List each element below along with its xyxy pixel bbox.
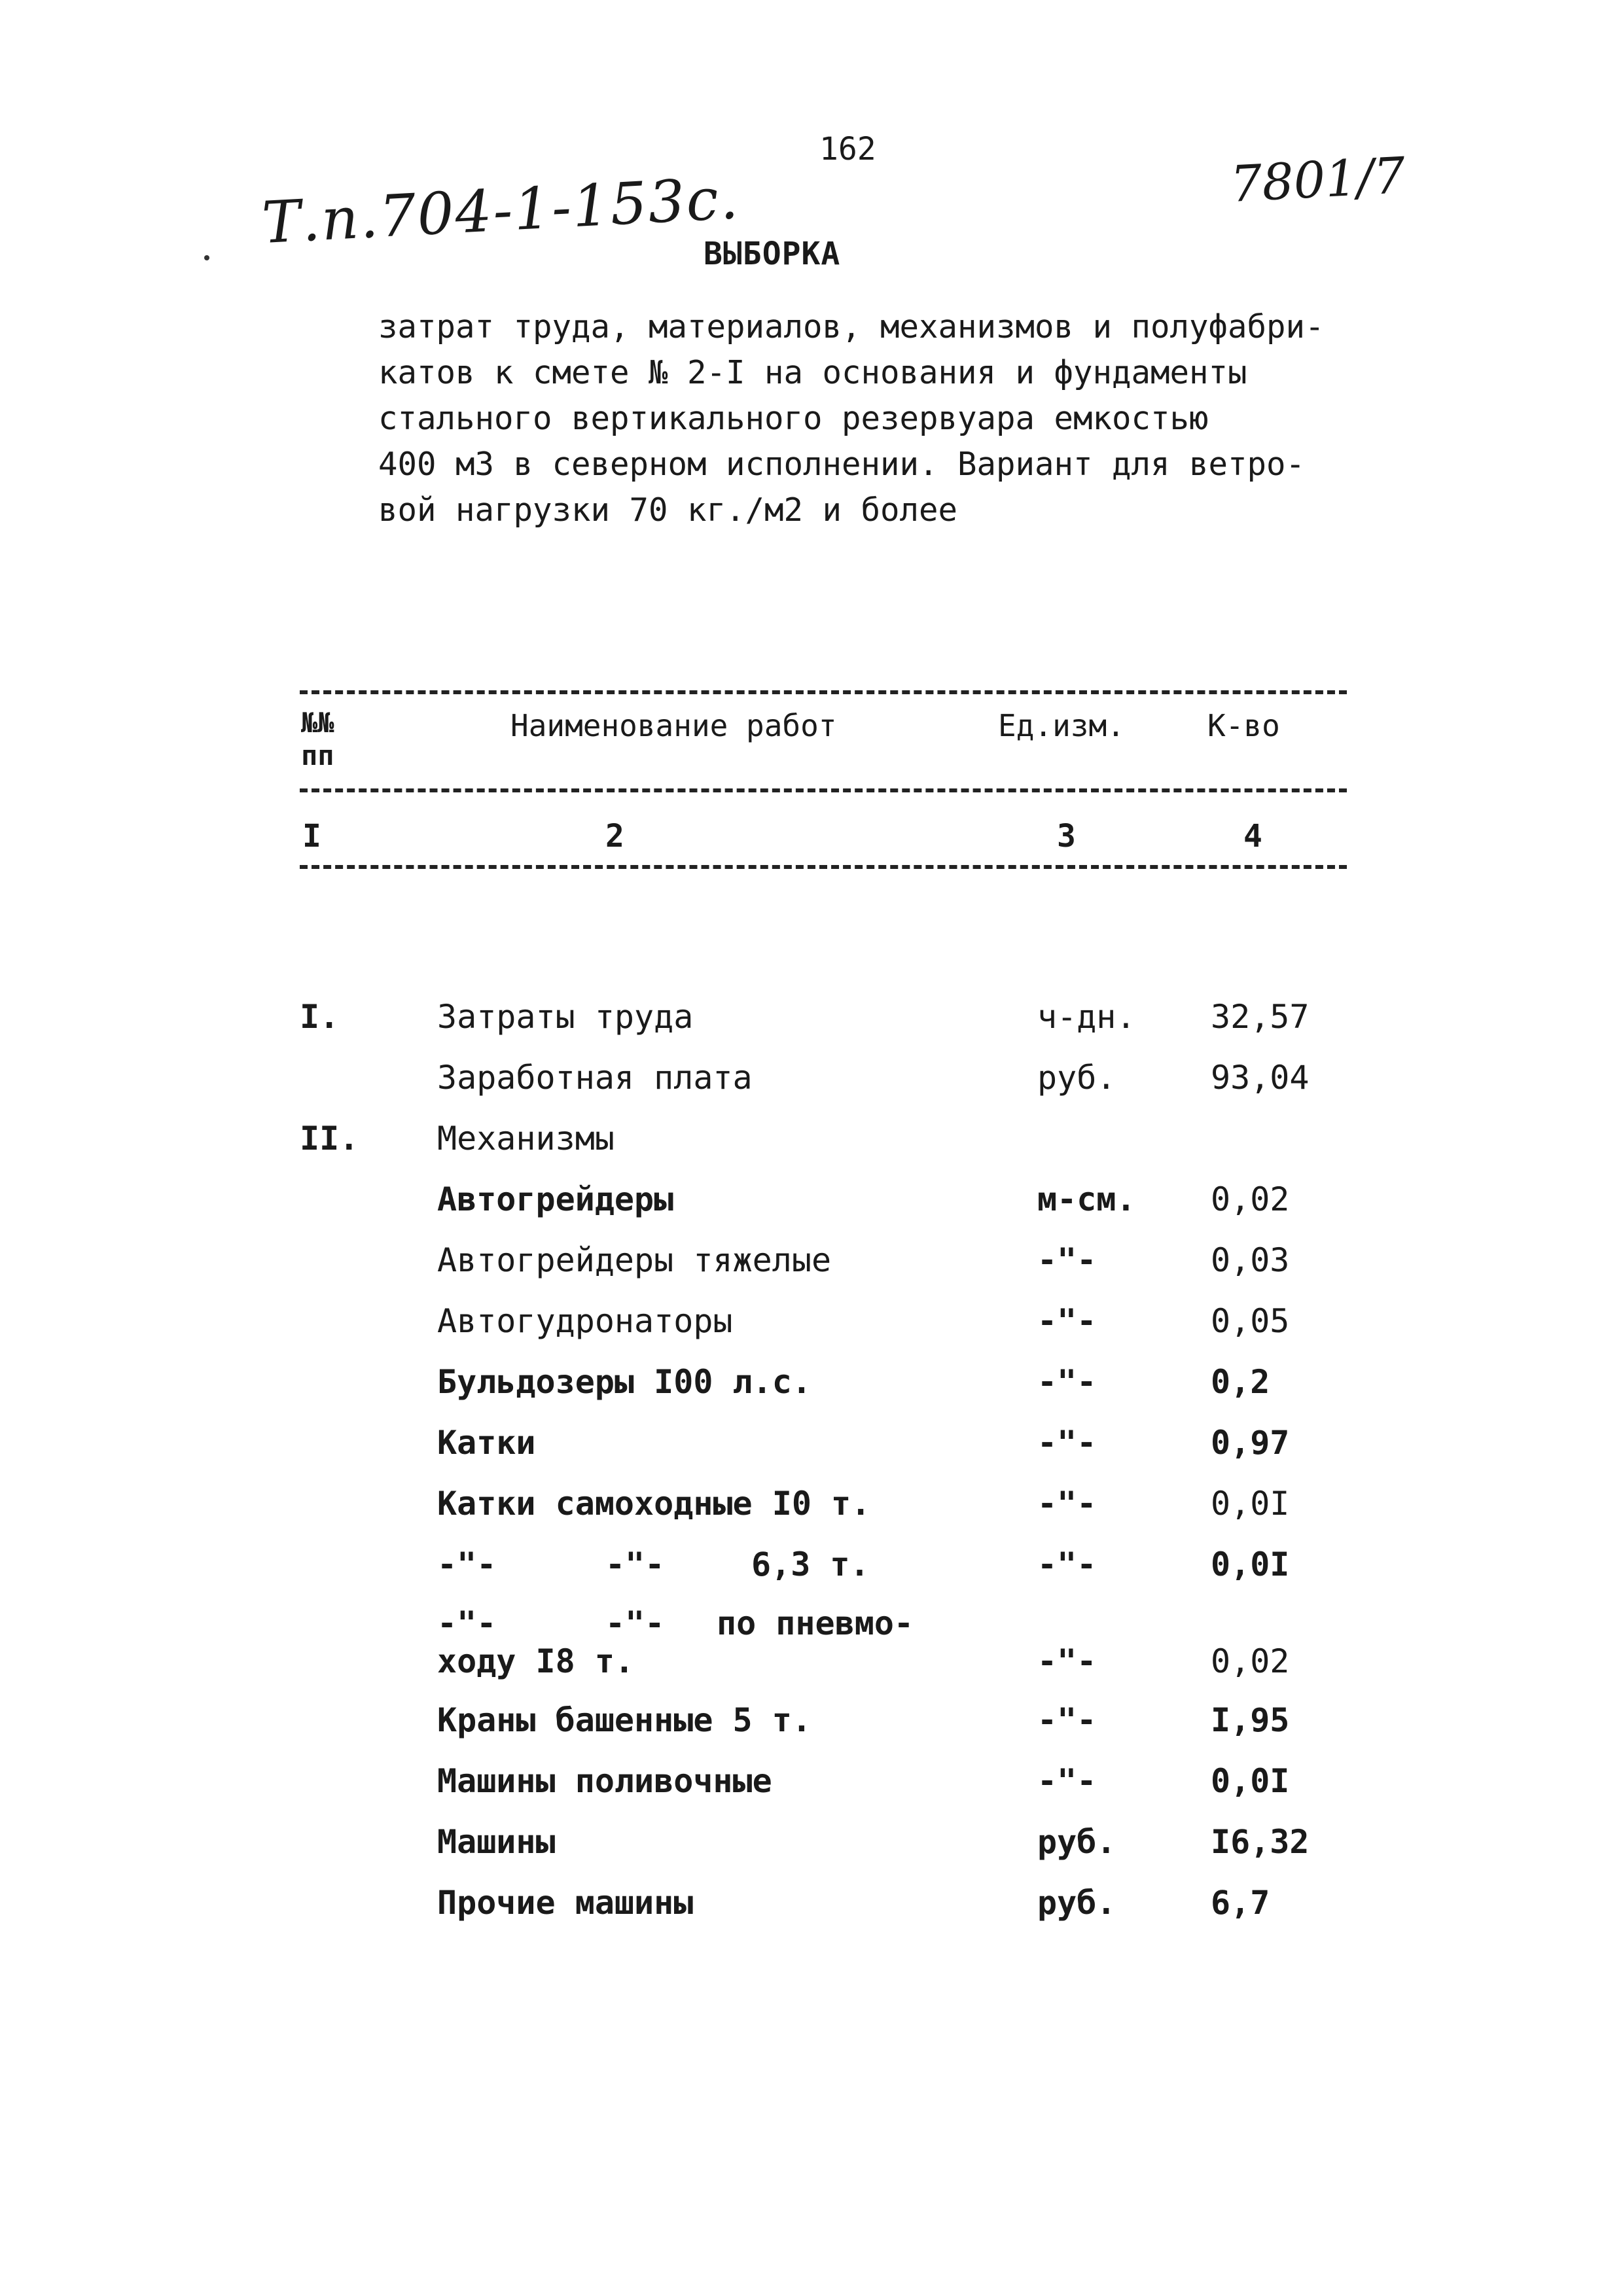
table-rule-middle bbox=[300, 788, 1347, 792]
table-row bbox=[0, 998, 1623, 1057]
row-unit: -"- bbox=[1037, 1424, 1097, 1462]
row-qty: 0,02 bbox=[1211, 1642, 1290, 1680]
intro-line: затрат труда, материалов, механизмов и полуфабри- bbox=[378, 308, 1325, 345]
document-title: ВЫБОРКА bbox=[704, 236, 841, 272]
row-qty: 0,0I bbox=[1211, 1485, 1290, 1523]
stray-dot bbox=[204, 255, 209, 260]
row-name: Механизмы bbox=[437, 1120, 615, 1157]
row-unit: руб. bbox=[1037, 1823, 1116, 1861]
row-section: I. bbox=[300, 998, 340, 1036]
row-qty: 6,7 bbox=[1211, 1884, 1270, 1922]
row-unit: ч-дн. bbox=[1037, 998, 1136, 1036]
row-name: Затраты труда bbox=[437, 998, 694, 1036]
row-unit: -"- bbox=[1037, 1302, 1097, 1340]
column-number-3: 3 bbox=[1057, 818, 1076, 855]
header-name: Наименование работ bbox=[510, 708, 837, 743]
row-qty: 0,0I bbox=[1211, 1545, 1290, 1583]
table-row bbox=[0, 1823, 1623, 1882]
intro-line: катов к смете № 2-I на основания и фундаменты bbox=[378, 354, 1247, 391]
page-number: 162 bbox=[819, 131, 876, 168]
row-unit: -"- bbox=[1037, 1363, 1097, 1401]
handwritten-doc-number: 7801/7 bbox=[1228, 146, 1407, 213]
row-qty: 0,03 bbox=[1211, 1241, 1290, 1279]
row-name: Катки самоходные I0 т. bbox=[437, 1485, 871, 1523]
table-rule-top bbox=[300, 690, 1347, 694]
table-row bbox=[0, 1241, 1623, 1300]
header-number: №№ пп bbox=[301, 707, 334, 771]
column-number-1: I bbox=[302, 818, 321, 855]
row-name: Прочие машины bbox=[437, 1884, 694, 1922]
row-name: Краны башенные 5 т. bbox=[437, 1701, 812, 1739]
table-row bbox=[0, 1701, 1623, 1760]
row-qty: 0,05 bbox=[1211, 1302, 1290, 1340]
row-name: 6,3 т. bbox=[751, 1545, 870, 1583]
row-name: Автогрейдеры bbox=[437, 1180, 674, 1218]
table-row bbox=[0, 1884, 1623, 1943]
intro-line: 400 м3 в северном исполнении. Вариант для ветро- bbox=[378, 446, 1306, 483]
row-name: по пневмо- bbox=[717, 1604, 914, 1642]
row-qty: 0,2 bbox=[1211, 1363, 1270, 1401]
row-unit: руб. bbox=[1037, 1884, 1116, 1922]
table-row bbox=[0, 1485, 1623, 1544]
row-qty: 0,97 bbox=[1211, 1424, 1290, 1462]
row-name: Бульдозеры I00 л.с. bbox=[437, 1363, 812, 1401]
header-qty: К-во bbox=[1207, 708, 1280, 743]
row-unit: -"- bbox=[1037, 1701, 1097, 1739]
table-row bbox=[0, 1120, 1623, 1178]
row-unit: -"- bbox=[1037, 1545, 1097, 1583]
table-row bbox=[0, 1424, 1623, 1483]
table-rule-bottom bbox=[300, 865, 1347, 869]
row-qty: I6,32 bbox=[1211, 1823, 1310, 1861]
table-row bbox=[0, 1545, 1623, 1604]
row-name-continued: ходу I8 т. bbox=[437, 1642, 635, 1680]
intro-line: стального вертикального резервуара емкостью bbox=[378, 400, 1209, 437]
row-name: Автогудронаторы bbox=[437, 1302, 733, 1340]
header-unit: Ед.изм. bbox=[998, 708, 1125, 743]
table-row bbox=[0, 1604, 1623, 1696]
row-qty: I,95 bbox=[1211, 1701, 1290, 1739]
row-qty: 0,02 bbox=[1211, 1180, 1290, 1218]
row-name: Заработная плата bbox=[437, 1059, 753, 1097]
column-number-4: 4 bbox=[1243, 818, 1262, 855]
row-unit: руб. bbox=[1037, 1059, 1116, 1097]
table-row bbox=[0, 1363, 1623, 1422]
handwritten-doc-code: Т.п.704-1-153с. bbox=[260, 164, 741, 257]
row-section: II. bbox=[300, 1120, 359, 1157]
row-unit: -"- bbox=[1037, 1762, 1097, 1800]
row-qty: 32,57 bbox=[1211, 998, 1310, 1036]
row-unit: -"- bbox=[1037, 1642, 1097, 1680]
table-row bbox=[0, 1762, 1623, 1821]
row-name: Машины поливочные bbox=[437, 1762, 772, 1800]
intro-line: вой нагрузки 70 кг./м2 и более bbox=[378, 491, 958, 529]
row-unit: -"- bbox=[1037, 1485, 1097, 1523]
row-unit: -"- bbox=[1037, 1241, 1097, 1279]
table-row bbox=[0, 1302, 1623, 1361]
ditto-mark: -"- bbox=[605, 1545, 665, 1583]
table-row bbox=[0, 1059, 1623, 1118]
row-name: Катки bbox=[437, 1424, 536, 1462]
row-qty: 0,0I bbox=[1211, 1762, 1290, 1800]
ditto-mark: -"- bbox=[437, 1604, 497, 1642]
intro-paragraph bbox=[378, 304, 1325, 533]
column-number-2: 2 bbox=[605, 818, 624, 855]
ditto-mark: -"- bbox=[437, 1545, 497, 1583]
row-name: Автогрейдеры тяжелые bbox=[437, 1241, 832, 1279]
ditto-mark: -"- bbox=[605, 1604, 665, 1642]
row-unit: м-см. bbox=[1037, 1180, 1136, 1218]
row-qty: 93,04 bbox=[1211, 1059, 1310, 1097]
row-name: Машины bbox=[437, 1823, 556, 1861]
table-row bbox=[0, 1180, 1623, 1239]
